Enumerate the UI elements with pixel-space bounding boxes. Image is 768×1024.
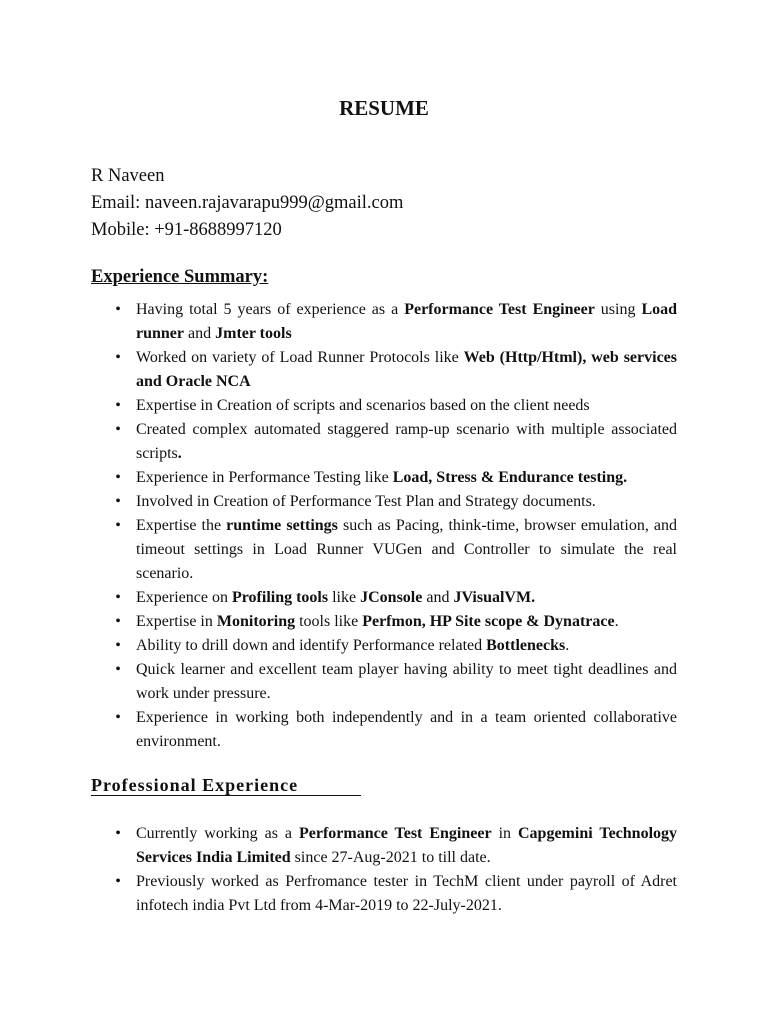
- list-item: • Experience on Profiling tools like JConsole and JVisualVM.: [112, 586, 677, 610]
- experience-summary-heading: Experience Summary:: [91, 267, 269, 287]
- bullet-icon: •: [115, 661, 121, 678]
- bullet-icon: •: [115, 613, 121, 630]
- list-item: • Expertise in Monitoring tools like Perfmon, HP Site scope & Dynatrace.: [112, 610, 677, 634]
- list-item: • Previously worked as Perfromance tester in TechM client under payroll of Adret infotech india Pvt Ltd from 4-Mar-2019 to 22-July-2021.: [112, 870, 677, 918]
- bullet-icon: •: [115, 349, 121, 366]
- bullet-icon: •: [115, 589, 121, 606]
- list-item: • Expertise the runtime settings such as Pacing, think-time, browser emulation, and timeout settings in Load Runner VUGen and Controller to simulate the real scenario.: [112, 514, 677, 586]
- bullet-icon: •: [115, 637, 121, 654]
- email-line: Email: naveen.rajavarapu999@gmail.com: [91, 193, 404, 213]
- bullet-icon: •: [115, 301, 121, 318]
- bullet-icon: •: [115, 517, 121, 534]
- list-item: • Experience in Performance Testing like Load, Stress & Endurance testing.: [112, 466, 677, 490]
- bullet-icon: •: [115, 825, 121, 842]
- professional-experience-list: [112, 822, 677, 918]
- list-item: • Ability to drill down and identify Performance related Bottlenecks.: [112, 634, 677, 658]
- bullet-icon: •: [115, 493, 121, 510]
- candidate-name: R Naveen: [91, 166, 165, 186]
- list-item: • Having total 5 years of experience as a Performance Test Engineer using Load runner and Jmter tools: [112, 298, 677, 346]
- mobile-line: Mobile: +91-8688997120: [91, 220, 282, 240]
- list-item: • Experience in working both independently and in a team oriented collaborative environment.: [112, 706, 677, 754]
- bullet-icon: •: [115, 421, 121, 438]
- professional-experience-heading: Professional Experience: [91, 773, 361, 796]
- contact-block: [91, 163, 403, 244]
- experience-summary-list: [112, 298, 677, 754]
- list-item: • Currently working as a Performance Test Engineer in Capgemini Technology Services India Limited since 27-Aug-2021 to till date.: [112, 822, 677, 870]
- list-item: • Created complex automated staggered ramp-up scenario with multiple associated scripts.: [112, 418, 677, 466]
- list-item: • Involved in Creation of Performance Test Plan and Strategy documents.: [112, 490, 677, 514]
- bullet-icon: •: [115, 469, 121, 486]
- bullet-icon: •: [115, 709, 121, 726]
- list-item: • Expertise in Creation of scripts and scenarios based on the client needs: [112, 394, 677, 418]
- list-item: • Quick learner and excellent team player having ability to meet tight deadlines and work under pressure.: [112, 658, 677, 706]
- bullet-icon: •: [115, 873, 121, 890]
- bullet-icon: •: [115, 397, 121, 414]
- page-title: RESUME: [339, 96, 429, 120]
- list-item: • Worked on variety of Load Runner Protocols like Web (Http/Html), web services and Oracle NCA: [112, 346, 677, 394]
